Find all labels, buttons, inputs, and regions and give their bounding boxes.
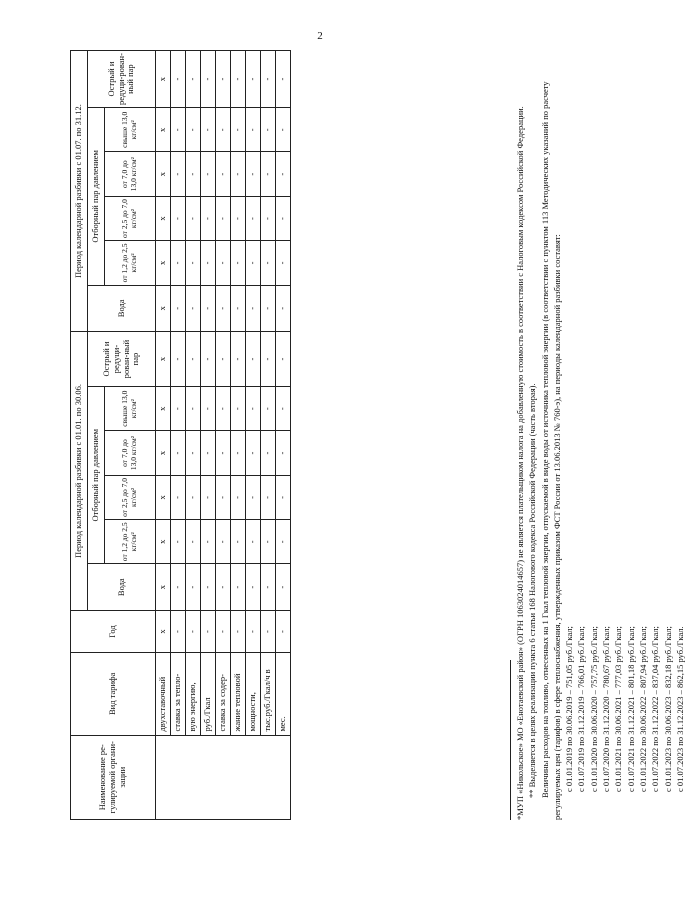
value-cell: - bbox=[261, 241, 276, 285]
tariff-type-cell: мес. bbox=[276, 653, 291, 735]
value-cell: - bbox=[246, 51, 261, 108]
value-cell: - bbox=[231, 152, 246, 196]
value-cell: - bbox=[276, 431, 291, 475]
value-cell: - bbox=[186, 152, 201, 196]
value-cell: - bbox=[261, 387, 276, 431]
list-item: с 01.07.2020 по 31.12.2020 – 780,67 руб./Гкал; bbox=[601, 626, 612, 792]
value-cell: - bbox=[186, 475, 201, 519]
value-cell: - bbox=[231, 431, 246, 475]
value-cell: - bbox=[276, 51, 291, 108]
org-name-cell bbox=[156, 735, 291, 819]
value-cell: - bbox=[201, 475, 216, 519]
value-cell: - bbox=[186, 108, 201, 152]
header-pressure-over-13: свыше 13,0 кг/см² bbox=[105, 108, 156, 152]
list-item: с 01.07.2023 по 31.12.2023 – 862,15 руб./Гкал. bbox=[674, 626, 685, 792]
year-cell: - bbox=[171, 610, 186, 652]
value-cell: - bbox=[171, 196, 186, 240]
header-sharp-steam-2: Острый и редуци-рован-ный пар bbox=[88, 51, 156, 108]
list-item: с 01.01.2021 по 30.06.2021 – 777,03 руб./Гкал; bbox=[613, 626, 624, 792]
footnote-2: ** Выделяется в целях реализации пункта 6 статьи 168 Налогового кодекса Российской Федерации (часть вторая). bbox=[527, 383, 538, 798]
value-cell: - bbox=[231, 332, 246, 387]
value-cell: - bbox=[186, 520, 201, 564]
value-cell: - bbox=[201, 152, 216, 196]
list-item: с 01.01.2022 по 30.06.2022 – 807,94 руб./Гкал; bbox=[637, 626, 648, 792]
header-pressure-2-5-7: от 2,5 до 7,0 кг/см² bbox=[105, 475, 156, 519]
value-cell: - bbox=[171, 387, 186, 431]
value-cell: - bbox=[261, 152, 276, 196]
value-cell: - bbox=[216, 387, 231, 431]
value-cell: - bbox=[261, 108, 276, 152]
header-selected-steam-2: Отборный пар давлением bbox=[88, 108, 105, 285]
tariff-type-cell: жание тепловой bbox=[231, 653, 246, 735]
value-cell: - bbox=[216, 196, 231, 240]
value-cell: - bbox=[261, 475, 276, 519]
value-cell: - bbox=[216, 431, 231, 475]
year-cell: - bbox=[231, 610, 246, 652]
year-cell: - bbox=[276, 610, 291, 652]
value-cell: - bbox=[246, 387, 261, 431]
list-item: с 01.07.2019 по 31.12.2019 – 766,01 руб./Гкал; bbox=[576, 626, 587, 792]
table-row bbox=[186, 51, 201, 820]
value-cell: - bbox=[201, 285, 216, 331]
value-cell: - bbox=[216, 241, 231, 285]
table-row bbox=[201, 51, 216, 820]
fuel-costs-list bbox=[563, 50, 686, 820]
header-pressure-7-13: от 7,0 до 13,0 кг/см² bbox=[105, 152, 156, 196]
header-pressure-over-13: свыше 13,0 кг/см² bbox=[105, 387, 156, 431]
value-cell: - bbox=[246, 475, 261, 519]
header-period-2: Период календарной разбивки с 01.07. по 31.12. bbox=[71, 51, 88, 332]
value-cell: - bbox=[171, 332, 186, 387]
value-cell: - bbox=[186, 285, 201, 331]
value-cell: - bbox=[276, 387, 291, 431]
list-item: с 01.01.2023 по 30.06.2023 – 832,18 руб./Гкал; bbox=[662, 626, 673, 792]
header-pressure-7-13: от 7,0 до 13,0 кг/см² bbox=[105, 431, 156, 475]
value-cell: - bbox=[186, 196, 201, 240]
header-pressure-1-2-5: от 1,2 до 2,5 кг/см² bbox=[105, 520, 156, 564]
rotated-content bbox=[10, 30, 685, 890]
value-cell: - bbox=[216, 520, 231, 564]
value-cell: - bbox=[246, 520, 261, 564]
value-cell: - bbox=[246, 241, 261, 285]
value-cell: - bbox=[231, 564, 246, 610]
header-pressure-2-5-7: от 2,5 до 7,0 кг/см² bbox=[105, 196, 156, 240]
value-cell: х bbox=[156, 387, 171, 431]
table-row bbox=[276, 51, 291, 820]
table-row bbox=[156, 51, 171, 820]
list-item: с 01.07.2022 по 31.12.2022 – 837,04 руб./Гкал; bbox=[650, 626, 661, 792]
header-pressure-1-2-5: от 1,2 до 2,5 кг/см² bbox=[105, 241, 156, 285]
value-cell: - bbox=[261, 51, 276, 108]
value-cell: - bbox=[186, 431, 201, 475]
header-year: Год bbox=[71, 610, 156, 652]
value-cell: - bbox=[261, 564, 276, 610]
value-cell: - bbox=[261, 196, 276, 240]
value-cell: - bbox=[186, 51, 201, 108]
notes-section bbox=[510, 50, 686, 820]
value-cell: - bbox=[276, 332, 291, 387]
value-cell: - bbox=[246, 108, 261, 152]
value-cell: - bbox=[171, 285, 186, 331]
year-cell: - bbox=[201, 610, 216, 652]
year-cell: - bbox=[186, 610, 201, 652]
fuel-costs-paragraph: Величины расходов на топливо, отнесенных на 1 Гкал тепловой энергии, отпускаемой в виде воды от источника тепловой энергии (в соответствии с пунктом 113 Методических указаний по расчету регулируемых цен (тарифов) в сфере теплоснабжения, утвержденных приказом ФСТ России от 13.06.2013 № 760-э), на периоды календарной разбивки составят: bbox=[539, 81, 562, 820]
footnote-separator bbox=[510, 660, 511, 820]
value-cell: - bbox=[231, 475, 246, 519]
value-cell: х bbox=[156, 475, 171, 519]
value-cell: - bbox=[276, 520, 291, 564]
value-cell: - bbox=[171, 241, 186, 285]
value-cell: - bbox=[216, 285, 231, 331]
value-cell: - bbox=[231, 196, 246, 240]
tariff-type-cell: тыс.руб./Гкал/ч в bbox=[261, 653, 276, 735]
value-cell: - bbox=[231, 285, 246, 331]
value-cell: - bbox=[216, 51, 231, 108]
header-sharp-steam-1: Острый и редуци-рован-ный пар bbox=[88, 332, 156, 387]
value-cell: - bbox=[261, 431, 276, 475]
value-cell: - bbox=[201, 520, 216, 564]
value-cell: - bbox=[231, 108, 246, 152]
value-cell: - bbox=[231, 241, 246, 285]
value-cell: - bbox=[231, 51, 246, 108]
footnote-1: *МУП «Никольское» МО «Енотаевский район» (ОГРН 1063024014657) не является плательщиком налога на добавленную стоимость в соответствии с Налоговым кодексом Российской Федерации. bbox=[515, 106, 525, 820]
value-cell: - bbox=[216, 332, 231, 387]
value-cell: х bbox=[156, 241, 171, 285]
value-cell: - bbox=[276, 475, 291, 519]
list-item: с 01.01.2019 по 30.06.2019 – 751,05 руб./Гкал; bbox=[564, 626, 575, 792]
table-row bbox=[261, 51, 276, 820]
value-cell: - bbox=[261, 285, 276, 331]
value-cell: х bbox=[156, 564, 171, 610]
value-cell: х bbox=[156, 520, 171, 564]
tariff-type-cell: руб./Гкал bbox=[201, 653, 216, 735]
value-cell: - bbox=[171, 475, 186, 519]
value-cell: - bbox=[276, 152, 291, 196]
value-cell: - bbox=[201, 241, 216, 285]
header-selected-steam-1: Отборный пар давлением bbox=[88, 387, 105, 564]
list-item: с 01.01.2020 по 30.06.2020 – 757,75 руб./Гкал; bbox=[588, 626, 599, 792]
header-water-1: Вода bbox=[88, 564, 156, 610]
value-cell: - bbox=[201, 51, 216, 108]
value-cell: х bbox=[156, 152, 171, 196]
value-cell: - bbox=[171, 108, 186, 152]
value-cell: х bbox=[156, 108, 171, 152]
header-org-name: Наименование ре-гулируемой органи-зации bbox=[71, 735, 156, 819]
value-cell: - bbox=[186, 241, 201, 285]
value-cell: - bbox=[216, 152, 231, 196]
tariff-type-cell: вую энергию, bbox=[186, 653, 201, 735]
page-number: 2 bbox=[317, 30, 323, 42]
value-cell: - bbox=[171, 431, 186, 475]
value-cell: - bbox=[201, 431, 216, 475]
value-cell: - bbox=[186, 387, 201, 431]
year-cell: - bbox=[216, 610, 231, 652]
header-period-1: Период календарной разбивки с 01.01. по 30.06. bbox=[71, 332, 88, 611]
value-cell: - bbox=[246, 152, 261, 196]
value-cell: - bbox=[216, 475, 231, 519]
value-cell: - bbox=[171, 520, 186, 564]
value-cell: х bbox=[156, 196, 171, 240]
value-cell: - bbox=[246, 285, 261, 331]
value-cell: - bbox=[276, 564, 291, 610]
value-cell: - bbox=[201, 564, 216, 610]
tariff-type-cell: ставка за тепло- bbox=[171, 653, 186, 735]
value-cell: - bbox=[246, 332, 261, 387]
value-cell: - bbox=[261, 332, 276, 387]
value-cell: х bbox=[156, 51, 171, 108]
value-cell: - bbox=[246, 196, 261, 240]
tariff-type-cell: двухставочный bbox=[156, 653, 171, 735]
value-cell: - bbox=[246, 431, 261, 475]
value-cell: - bbox=[201, 196, 216, 240]
value-cell: х bbox=[156, 285, 171, 331]
table-row bbox=[171, 51, 186, 820]
value-cell: - bbox=[186, 332, 201, 387]
value-cell: - bbox=[276, 285, 291, 331]
value-cell: - bbox=[276, 241, 291, 285]
header-water-2: Вода bbox=[88, 285, 156, 331]
value-cell: - bbox=[201, 387, 216, 431]
tariff-type-cell: мощности, bbox=[246, 653, 261, 735]
year-cell: х bbox=[156, 610, 171, 652]
value-cell: - bbox=[201, 332, 216, 387]
tariff-table bbox=[70, 50, 291, 820]
value-cell: - bbox=[171, 51, 186, 108]
value-cell: - bbox=[231, 520, 246, 564]
table-row bbox=[216, 51, 231, 820]
list-item: с 01.07.2021 по 31.12.2021 – 801,18 руб./Гкал; bbox=[625, 626, 636, 792]
year-cell: - bbox=[246, 610, 261, 652]
value-cell: - bbox=[231, 387, 246, 431]
value-cell: - bbox=[276, 108, 291, 152]
value-cell: - bbox=[171, 152, 186, 196]
value-cell: - bbox=[261, 520, 276, 564]
header-tariff-type: Вид тарифа bbox=[71, 653, 156, 735]
value-cell: - bbox=[216, 108, 231, 152]
value-cell: - bbox=[171, 564, 186, 610]
value-cell: - bbox=[216, 564, 231, 610]
table-row bbox=[246, 51, 261, 820]
value-cell: х bbox=[156, 332, 171, 387]
table-body bbox=[156, 51, 291, 820]
value-cell: - bbox=[276, 196, 291, 240]
tariff-type-cell: ставка за содер- bbox=[216, 653, 231, 735]
table-row bbox=[231, 51, 246, 820]
value-cell: х bbox=[156, 431, 171, 475]
year-cell: - bbox=[261, 610, 276, 652]
value-cell: - bbox=[246, 564, 261, 610]
value-cell: - bbox=[186, 564, 201, 610]
value-cell: - bbox=[201, 108, 216, 152]
